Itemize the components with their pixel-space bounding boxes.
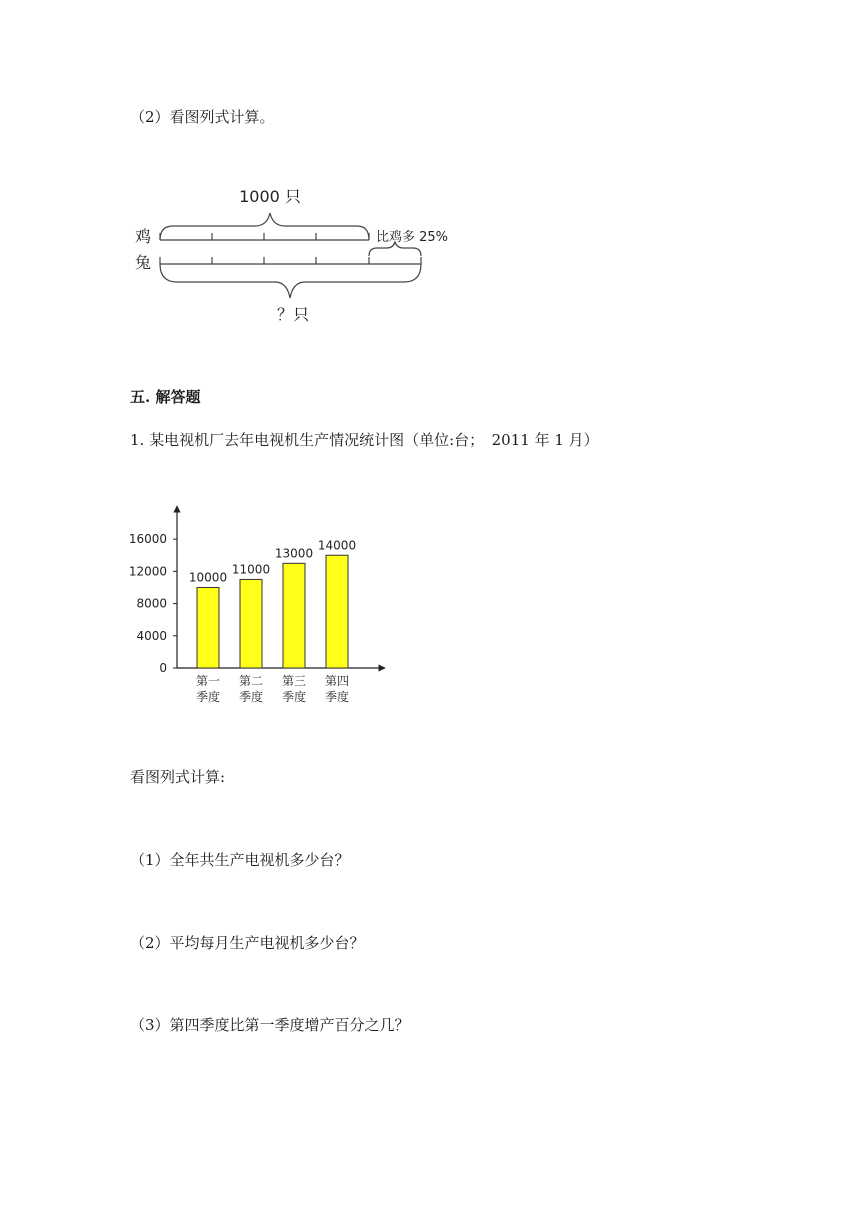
bar (326, 555, 348, 668)
y-tick-label: 0 (159, 661, 167, 675)
data-label: 10000 (188, 570, 228, 585)
x-tick-label: 季度 (281, 690, 307, 704)
row-label-chicken: 鸡 (135, 227, 152, 246)
x-tick-label: 季度 (238, 690, 264, 704)
x-tick-label: 季度 (324, 690, 350, 704)
bar (240, 579, 262, 668)
instructions-lead: 看图列式计算: (130, 768, 226, 786)
y-tick-label: 4000 (136, 628, 167, 643)
part2-heading: （2）看图列式计算。 (130, 108, 275, 126)
question-part-3: （3）第四季度比第一季度增产百分之几？ (130, 1016, 410, 1034)
x-tick-label: 季度 (195, 690, 221, 704)
bar-chart (120, 498, 400, 713)
y-tick-label: 16000 (128, 532, 167, 547)
data-label: 11000 (231, 562, 271, 577)
x-tick-label: 第二 (238, 674, 264, 688)
data-label: 14000 (317, 538, 357, 553)
bottom-brace-label: ？只 (276, 305, 310, 324)
x-tick-label: 第一 (195, 674, 221, 688)
segment-diagram (125, 178, 465, 328)
top-brace-label: 1000 只 (239, 187, 301, 206)
y-tick-label: 12000 (128, 564, 167, 579)
bottom-brace (160, 264, 421, 298)
question-part-1: （1）全年共生产电视机多少台？ (130, 851, 350, 869)
question-1-text: 1. 某电视机厂去年电视机生产情况统计图（单位:台； 2011 年 1 月） (130, 431, 599, 449)
chicken-ticks (160, 233, 369, 240)
bar (197, 587, 219, 668)
x-tick-label: 第四 (324, 674, 350, 688)
y-tick-label: 8000 (136, 596, 167, 611)
row-label-rabbit: 兔 (135, 253, 152, 272)
data-label: 13000 (274, 546, 314, 561)
section-title: 五. 解答题 (130, 388, 201, 406)
question-part-2: （2）平均每月生产电视机多少台？ (130, 934, 365, 952)
extra-label: 比鸡多 25% (376, 230, 449, 245)
bar (283, 563, 305, 668)
rabbit-ticks (160, 257, 421, 264)
x-tick-label: 第三 (281, 674, 307, 688)
